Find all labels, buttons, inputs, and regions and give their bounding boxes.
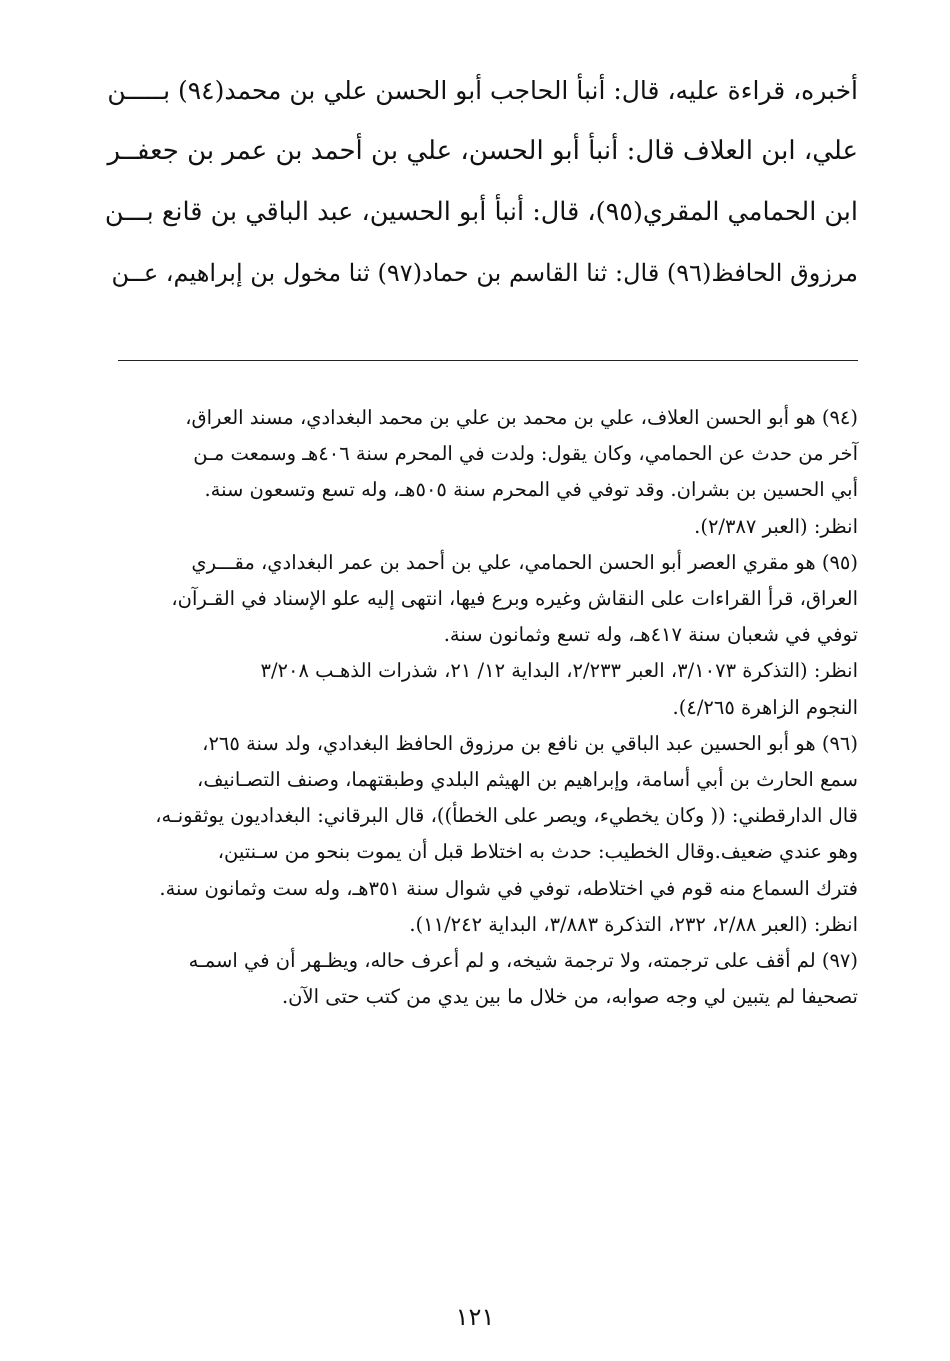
footnote-line: تصحيفا لم يتبين لي وجه صوابه، من خلال ما بين يدي من كتب حتى الآن.	[281, 985, 858, 1009]
main-text-line: ابن الحمامي المقري(٩٥)، قال: أنبأ أبو الحسين، عبد الباقي بن قانع بـــن	[104, 197, 858, 227]
footnote-line: (٩٧) لم أقف على ترجمته، ولا ترجمة شيخه، و لم أعرف حاله، ويظـهر أن في اسمـه	[188, 949, 858, 973]
footnote-line: (٩٥) هو مقري العصر أبو الحسن الحمامي، علي بن أحمد بن عمر البغدادي، مقـــري	[191, 550, 858, 574]
footnote-line: النجوم الزاهرة ٤/٢٦٥).	[672, 695, 858, 719]
footnote-line: (٩٤) هو أبو الحسن العلاف، علي بن محمد بن علي بن محمد البغدادي، مسند العراق،	[185, 406, 858, 429]
footnote-line: أبي الحسين بن بشران. وقد توفي في المحرم سنة ٥٠٥هـ، وله تسع وتسعون سنة.	[204, 478, 858, 502]
footnote-line: (٩٦) هو أبو الحسين عبد الباقي بن نافع بن مرزوق الحافظ البغدادي، ولد سنة ٢٦٥،	[202, 731, 858, 755]
footnote-separator-rule	[118, 360, 858, 361]
footnote-line: فترك السماع منه قوم في اختلاطه، توفي في شوال سنة ٣٥١هـ، وله ست وثمانون سنة.	[159, 876, 858, 900]
page-number: ١٢١	[455, 1303, 495, 1331]
main-text-line: مرزوق الحافظ(٩٦) قال: ثنا القاسم بن حماد(٩٧) ثنا مخول بن إبراهيم، عــن	[111, 259, 858, 287]
main-text-line: أخبره، قراءة عليه، قال: أنبأ الحاجب أبو الحسن علي بن محمد(٩٤) بـــــن	[107, 76, 858, 105]
footnote-line: قال الدارقطني: (( وكان يخطيء، ويصر على الخطأ))، قال البرقاني: البغداديون يوثقونـه،	[155, 804, 858, 828]
main-text-line: علي، ابن العلاف قال: أنبأ أبو الحسن، علي بن أحمد بن عمر بن جعفــر	[107, 136, 858, 166]
footnote-line: وهو عندي ضعيف.وقال الخطيب: حدث به اختلاط قبل أن يموت بنحو من سـنتين،	[217, 840, 858, 864]
footnote-line: انظر: (العبر ٢/٣٨٧).	[694, 514, 858, 538]
footnote-line: آخر من حدث عن الحمامي، وكان يقول: ولدت في المحرم سنة ٤٠٦هـ وسمعت مـن	[193, 442, 858, 466]
main-text-body	[100, 60, 858, 304]
footnote-line: العراق، قرأ القراءات على النقاش وغيره وبرع فيها، انتهى إليه علو الإسناد في القـرآن،	[171, 587, 858, 611]
footnote-line: انظر: (التذكرة ٣/١٠٧٣، العبر ٢/٢٣٣، البداية ١٢/ ٢١، شذرات الذهـب ٣/٢٠٨	[260, 659, 858, 683]
footnote-line: سمع الحارث بن أبي أسامة، وإبراهيم بن الهيثم البلدي وطبقتهما، وصنف التصـانيف،	[197, 768, 858, 792]
footnote-line: توفي في شعبان سنة ٤١٧هـ، وله تسع وثمانون سنة.	[443, 623, 858, 647]
footnotes-section	[100, 400, 858, 1015]
footnote-line: انظر: (العبر ٢/٨٨، ٢٣٢، التذكرة ٣/٨٨٣، البداية ١١/٢٤٢).	[409, 912, 858, 936]
